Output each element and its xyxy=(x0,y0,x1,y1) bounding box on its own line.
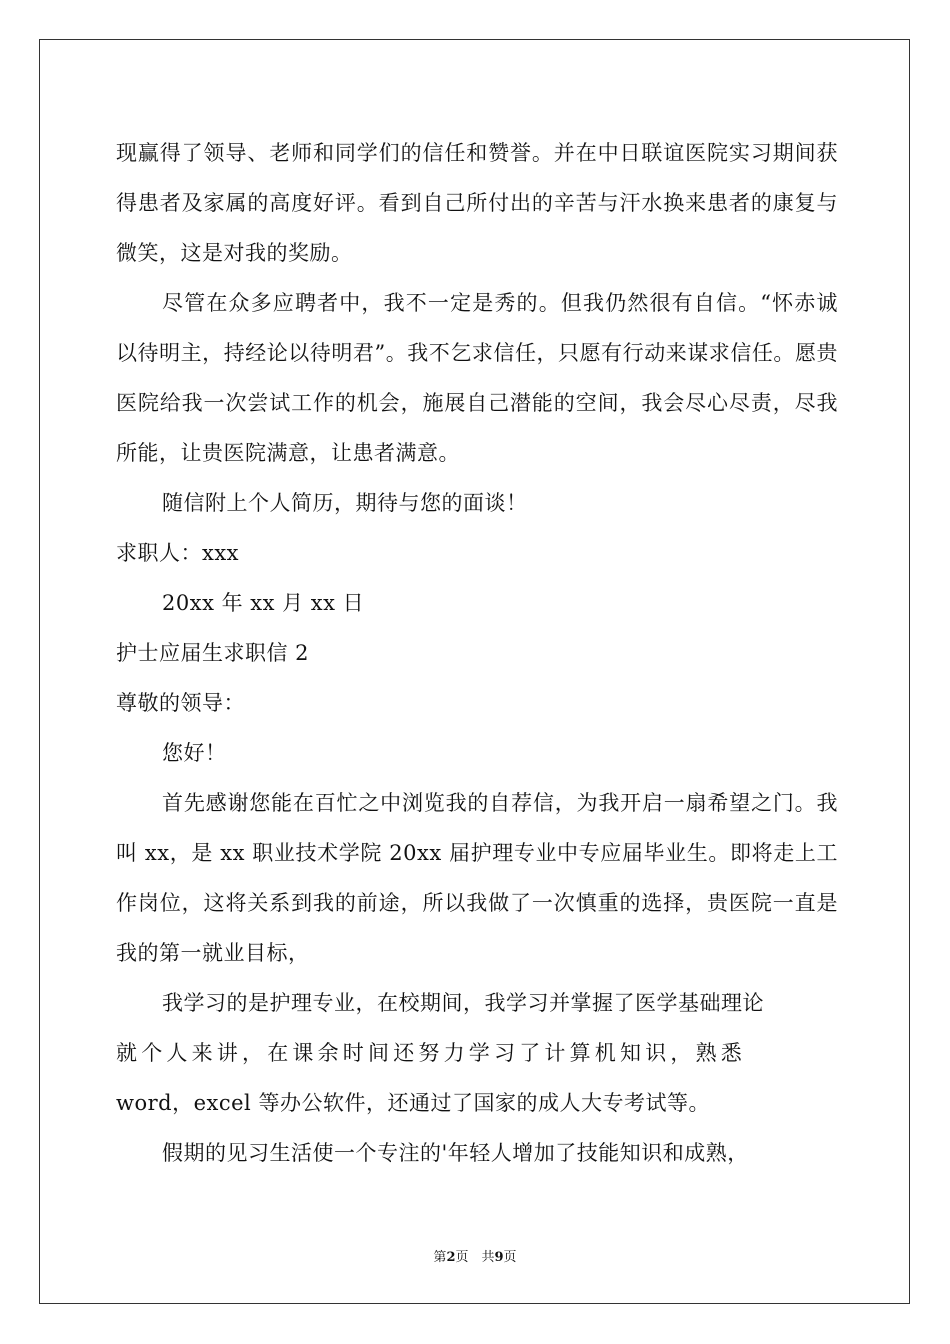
footer-page-prefix: 第 xyxy=(433,1250,447,1265)
paragraph-study-line-3: word，excel 等办公软件，还通过了国家的成人大专考试等。 xyxy=(116,1091,710,1115)
footer-page-suffix: 页 xyxy=(503,1250,517,1265)
salutation: 尊敬的领导： xyxy=(116,691,245,715)
page-footer xyxy=(0,1246,950,1265)
letter-heading: 护士应届生求职信 2 xyxy=(116,641,310,665)
date-line: 20xx 年 xx 月 xx 日 xyxy=(162,591,365,615)
paragraph-study-line-2: 就个人来讲，在课余时间还努力学习了计算机知识，熟悉 xyxy=(116,1041,746,1065)
footer-total-pages: 9 xyxy=(494,1250,504,1265)
footer-current-page: 2 xyxy=(446,1250,456,1265)
paragraph-achievements: 现赢得了领导、老师和同学们的信任和赞誉。并在中日联谊医院实习期间获得患者及家属的高度好评。看到自己所付出的辛苦与汗水换来患者的康复与微笑，这是对我的奖励。 xyxy=(116,141,838,265)
paragraph-confidence: 尽管在众多应聘者中，我不一定是秀的。但我仍然很有自信。“怀赤诚以待明主，持经论以待明君”。我不乞求信任，只愿有行动来谋求信任。愿贵医院给我一次尝试工作的机会，施展自己潜能的空间，我会尽心尽责，尽我所能，让贵医院满意，让患者满意。 xyxy=(116,291,838,465)
paragraph-attachment: 随信附上个人简历，期待与您的面谈！ xyxy=(162,491,528,515)
document-body xyxy=(116,128,838,1178)
paragraph-introduction: 首先感谢您能在百忙之中浏览我的自荐信，为我开启一扇希望之门。我叫 xx，是 xx 职业技术学院 20xx 届护理专业中专应届毕业生。即将走上工作岗位，这将关系到我的前途，所以我做了一次慎重的选择，贵医院一直是我的第一就业目标， xyxy=(116,791,838,965)
footer-page-mid: 页 共 xyxy=(455,1250,495,1265)
paragraph-study-line-1: 我学习的是护理专业，在校期间，我学习并掌握了医学基础理论 xyxy=(162,991,764,1015)
signature-line: 求职人：xxx xyxy=(116,541,240,565)
greeting: 您好！ xyxy=(162,741,227,765)
paragraph-internship: 假期的见习生活使一个专注的'年轻人增加了技能知识和成熟， xyxy=(162,1141,749,1165)
